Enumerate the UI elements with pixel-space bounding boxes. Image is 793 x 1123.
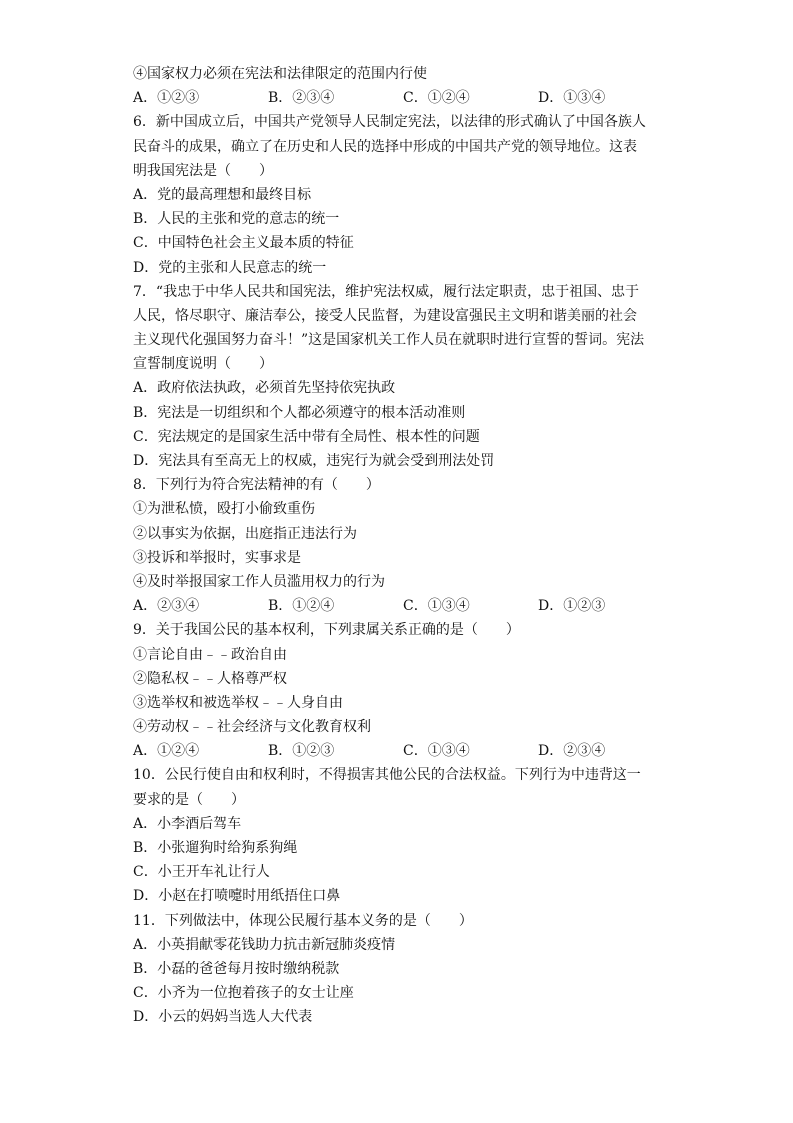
option-c: C．①②④ (403, 90, 470, 107)
statement-item: ③投诉和举报时，实事求是 (133, 549, 301, 566)
option-b: B．小磊的爸爸每月按时缴纳税款 (133, 960, 340, 977)
option-a: A．小英捐献零花钱助力抗击新冠肺炎疫情 (133, 936, 396, 953)
question-6 (133, 110, 673, 279)
statement-item: ①为泄私愤，殴打小偷致重伤 (133, 501, 315, 518)
statement-item: ④劳动权﹣﹣社会经济与文化教育权利 (133, 719, 371, 736)
option-d: D．①②③ (538, 598, 606, 615)
option-d: D．①③④ (538, 90, 606, 107)
statement-item: ②以事实为依据，出庭指正违法行为 (133, 525, 357, 542)
option-b: B．①②③ (268, 743, 335, 760)
option-a: A．①②④ (133, 743, 200, 760)
option-c: C．宪法规定的是国家生活中带有全局性、根本性的问题 (133, 428, 480, 445)
options-row (133, 594, 673, 618)
option-d: D．②③④ (538, 743, 606, 760)
option-c: C．小王开车礼让行人 (133, 864, 270, 881)
option-d: D．小赵在打喷嚏时用纸捂住口鼻 (133, 888, 341, 905)
option-d: D．小云的妈妈当选人大代表 (133, 1009, 313, 1026)
question-stem: 11．下列做法中，体现公民履行基本义务的是（ ） (133, 912, 473, 929)
option-c: C．①③④ (403, 598, 470, 615)
question-stem-line: 7．“我忠于中华人民共和国宪法，维护宪法权威，履行法定职责，忠于祖国、忠于 (133, 283, 640, 300)
question-10 (133, 763, 673, 908)
option-a: A．政府依法执政，必须首先坚持依宪执政 (133, 380, 396, 397)
option-c: C．小齐为一位抱着孩子的女士让座 (133, 985, 354, 1002)
question-stem-line: 明我国宪法是（ ） (133, 162, 273, 179)
option-d: D．宪法具有至高无上的权威，违宪行为就会受到刑法处罚 (133, 453, 495, 469)
prev-item-4: ④国家权力必须在宪法和法律限定的范围内行使 (133, 66, 427, 82)
option-a: A．小李酒后驾车 (133, 815, 242, 832)
option-d: D．党的主张和人民意志的统一 (133, 259, 327, 276)
option-b: B．小张遛狗时给狗系狗绳 (133, 840, 298, 856)
option-c: C．中国特色社会主义最本质的特征 (133, 235, 354, 252)
statement-item: ①言论自由﹣﹣政治自由 (133, 646, 287, 663)
question-8 (133, 473, 673, 618)
question-9 (133, 618, 673, 763)
statement-item: ④及时举报国家工作人员滥用权力的行为 (133, 573, 385, 590)
option-b: B．人民的主张和党的意志的统一 (133, 211, 340, 228)
option-a: A．党的最高理想和最终目标 (133, 186, 312, 203)
question-stem-line: 民奋斗的成果，确立了在历史和人民的选择中形成的中国共产党的领导地位。这表 (133, 138, 637, 155)
question-stem-line: 宣誓制度说明（ ） (133, 356, 273, 373)
prev-options (133, 86, 673, 110)
option-c: C．①③④ (403, 743, 470, 760)
options-row (133, 739, 673, 763)
question-stem-line: 要求的是（ ） (133, 791, 245, 808)
question-stem-line: 10．公民行使自由和权利时，不得损害其他公民的合法权益。下列行为中违背这一 (133, 767, 641, 784)
question-7 (133, 280, 673, 474)
question-stem-line: 主义现代化强国努力奋斗！”这是国家机关工作人员在就职时进行宣誓的誓词。宪法 (133, 332, 645, 349)
option-b: B．②③④ (268, 90, 335, 107)
question-11 (133, 909, 673, 1030)
exam-page (133, 62, 673, 1030)
option-a: A．①②③ (133, 90, 200, 107)
question-stem: 8．下列行为符合宪法精神的有（ ） (133, 477, 380, 494)
statement-item: ③选举权和被选举权﹣﹣人身自由 (133, 694, 343, 711)
question-stem-line: 人民，恪尽职守、廉洁奉公，接受人民监督，为建设富强民主文明和谐美丽的社会 (133, 307, 637, 324)
option-b: B．宪法是一切组织和个人都必须遵守的根本活动准则 (133, 404, 466, 421)
option-a: A．②③④ (133, 598, 200, 615)
question-stem: 9．关于我国公民的基本权利，下列隶属关系正确的是（ ） (133, 622, 520, 639)
statement-item: ②隐私权﹣﹣人格尊严权 (133, 670, 287, 687)
option-b: B．①②④ (268, 598, 335, 615)
question-stem-line: 6．新中国成立后，中国共产党领导人民制定宪法，以法律的形式确认了中国各族人 (133, 114, 646, 131)
